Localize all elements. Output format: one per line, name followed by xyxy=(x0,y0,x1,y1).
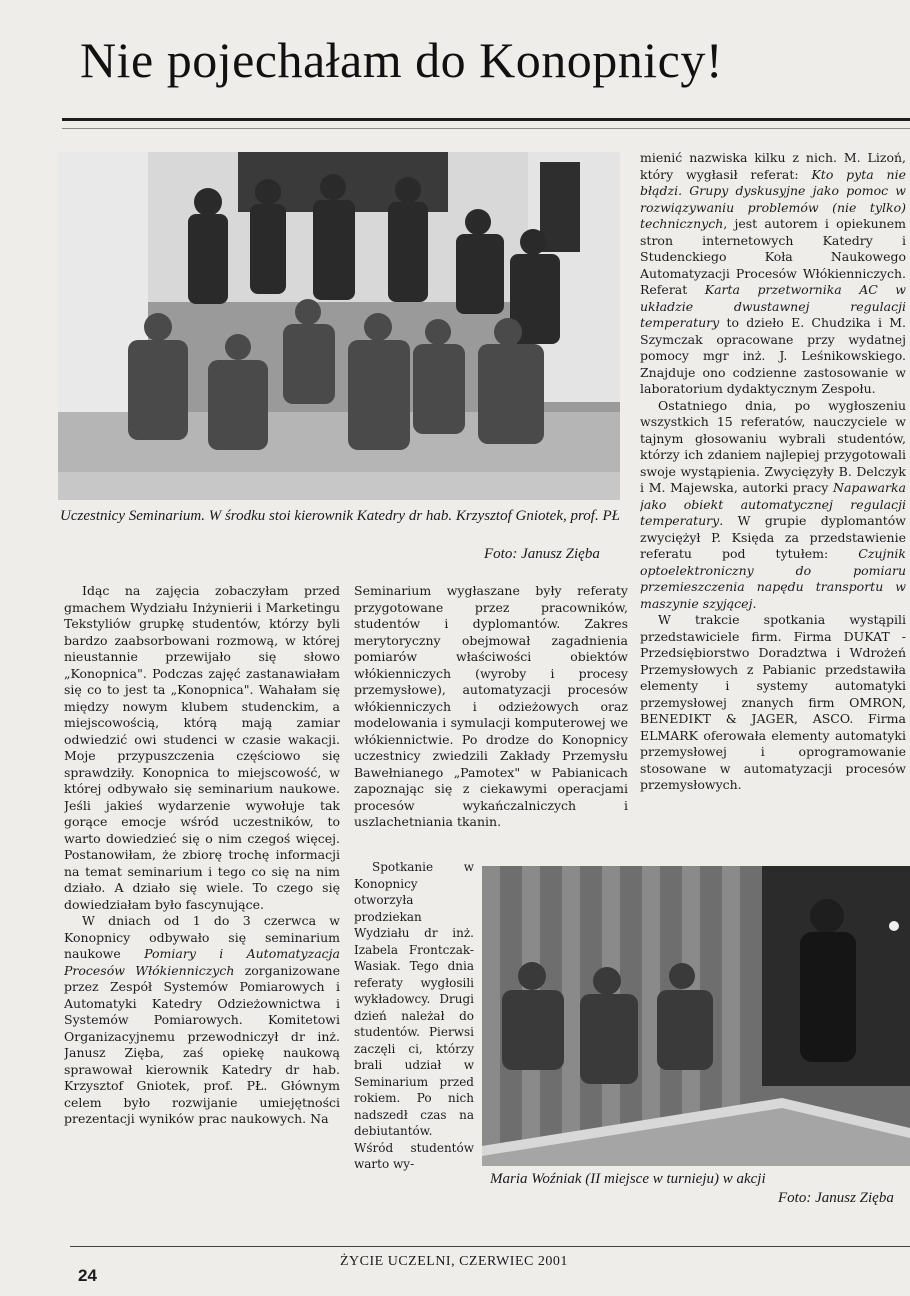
col3-p2-e: . xyxy=(752,595,757,611)
title-rule xyxy=(62,118,910,121)
column-3 xyxy=(640,150,906,860)
title-rule-thin xyxy=(62,128,910,129)
col1-p2-seminar-title: Pomiary i Automatyzacja Procesów Włókienniczych xyxy=(64,946,340,978)
col3-paragraph-3: W trakcie spotkania wystąpili przedstawiciele firm. Firma DUKAT - Przedsiębiorstwo Doradztwa i Wdrożeń Przemysłowych z Pabianic przedstawiła elementy i systemy automatyki przemysłowej znanych firm OMRON, BENEDIKT & JAGER, ASCO. Firma ELMARK oferowała elementy automatyki przemysłowej i oprogramowanie stosowane w automatyzacji procesów przemysłowych. xyxy=(640,612,906,792)
column-2-lower xyxy=(354,859,474,1239)
column-2 xyxy=(354,583,628,859)
group-photo xyxy=(58,152,620,500)
col3-p1-talk-title-2: Karta przetwornika AC w układzie dwustawnej regulacji temperatury xyxy=(640,282,906,330)
col3-p2-c: . W grupie dyplomantów zwyciężył P. Księda za przedstawienie referatu pod tytułem: xyxy=(640,513,906,561)
column-1 xyxy=(64,583,340,1241)
col1-p2-text-c: zorganizowane przez Zespół Systemów Pomiarowych i Automatyki Katedry Odzieżownictwa i Systemów Pomiarowych. Komitetowi Organizacyjnemu przewodniczył dr inż. Janusz Zięba, zaś opiekę naukową sprawował kierownik Katedry dr hab. Krzysztof Gniotek, prof. PŁ. Głównym celem było rozwijanie umiejętności prezentacji wyników prac naukowych. Na xyxy=(64,962,340,1126)
article-title: Nie pojechałam do Konopnicy! xyxy=(80,32,723,88)
col3-p2-work-title: Napawarka jako obiekt automatycznej regulacji temperatury xyxy=(640,480,906,528)
col3-p1-a: mienić nazwiska kilku z nich. M. Lizoń, który wygłasił referat: xyxy=(640,150,906,182)
group-photo-credit: Foto: Janusz Zięba xyxy=(484,546,600,562)
table-tennis-photo xyxy=(482,866,910,1166)
group-photo-caption: Uczestnicy Seminarium. W środku stoi kierownik Katedry dr hab. Krzysztof Gniotek, prof. PŁ xyxy=(60,508,620,524)
col3-paragraph-2 xyxy=(640,398,906,613)
col3-p2-work-title-2: Czujnik optoelektroniczny do pomiaru przemieszczenia napędu transportu w maszynie szyjącej xyxy=(640,546,906,611)
col3-p2-a: Ostatniego dnia, po wygłoszeniu wszystkich 15 referatów, nauczyciele w tajnym głosowaniu wybrali studentów, którzy ich zdaniem najlepiej przygotowali swoje wystąpienia. Zwycięzyły B. Delczyk i M. Majewska, autorki pracy xyxy=(640,397,906,495)
journal-issue: ŻYCIE UCZELNI, CZERWIEC 2001 xyxy=(340,1254,568,1269)
col1-p2-text-a: W dniach od 1 do 3 czerwca w Konopnicy odbywało się seminarium naukowe xyxy=(64,913,340,961)
col3-p1-e: to dzieło E. Chudzika i M. Szymczak opracowane przy wydatnej pomocy mgr inż. J. Leśnikowskiego. Znajduje ono codzienne zastosowanie w laboratorium dydaktycznym Zespołu. xyxy=(640,315,906,396)
col2-paragraph-1: Seminarium wygłaszane były referaty przygotowane przez pracowników, studentów i dyplomantów. Zakres merytoryczny obejmował zagadnienia pomiarów właściwości obiektów włókienniczych (wyroby i procesy przemysłowe), automatyzacji procesów włókienniczych i odzieżowych oraz modelowania i symulacji komputerowej we włókiennictwie. Po drodze do Konopnicy uczestnicy zwiedzili Zakłady Przemysłu Bawełnianego „Pamotex" w Pabianicach zapoznając się z ciekawymi operacjami procesów wykańczalniczych i uszlachetniania tkanin. xyxy=(354,583,628,829)
col3-p1-talk-title: Kto pyta nie błądzi. Grupy dyskusyjne jako pomoc w rozwiązywaniu problemów (nie tylko) technicznych xyxy=(640,166,906,231)
footer-rule xyxy=(70,1246,910,1247)
col3-paragraph-1 xyxy=(640,150,906,398)
col2-paragraph-2: Spotkanie w Konopnicy otworzyła prodziekan Wydziału dr inż. Izabela Frontczak-Wasiak. Tego dnia referaty wygłosili wykładowcy. Drugi dzień należał do studentów. Pierwsi zaczęli ci, którzy brali udział w Seminarium przed rokiem. Po nich nadszedł czas na debiutantów. Wśród studentów warto wy- xyxy=(354,860,474,1171)
col1-paragraph-2 xyxy=(64,913,340,1128)
table-tennis-caption: Maria Woźniak (II miejsce w turnieju) w akcji xyxy=(490,1171,766,1187)
table-tennis-credit: Foto: Janusz Zięba xyxy=(778,1190,894,1206)
col3-p1-c: , jest autorem i opiekunem stron internetowych Katedry i Studenckiego Koła Naukowego Automatyzacji Procesów Włókienniczych. Referat xyxy=(640,216,906,297)
col1-paragraph-1: Idąc na zajęcia zobaczyłam przed gmachem Wydziału Inżynierii i Marketingu Tekstyliów grupkę studentów, którzy byli bardzo zaabsorbowani rozmową, w której nieustannie przewijało się słowo „Konopnica". Podczas zajęć zastanawiałam się co to jest ta „Konopnica". Wahałam się między nowym klubem studenckim, a miejscowością, którą mają zamiar odwiedzić owi studenci w czasie wakacji. Moje przypuszczenia częściowo się sprawdziły. Konopnica to miejscowość, w której odbywało się seminarium naukowe. Jeśli jakieś wydarzenie wywołuje tak gorące emocje wśród uczestników, to warto dowiedzieć się o nim czegoś więcej. Postanowiłam, że zbiorę trochę informacji na temat seminarium i tego co się na nim działo. A działo się wiele. To czego się dowiedziałam było fascynujące. xyxy=(64,583,340,912)
page-number: 24 xyxy=(78,1266,97,1285)
